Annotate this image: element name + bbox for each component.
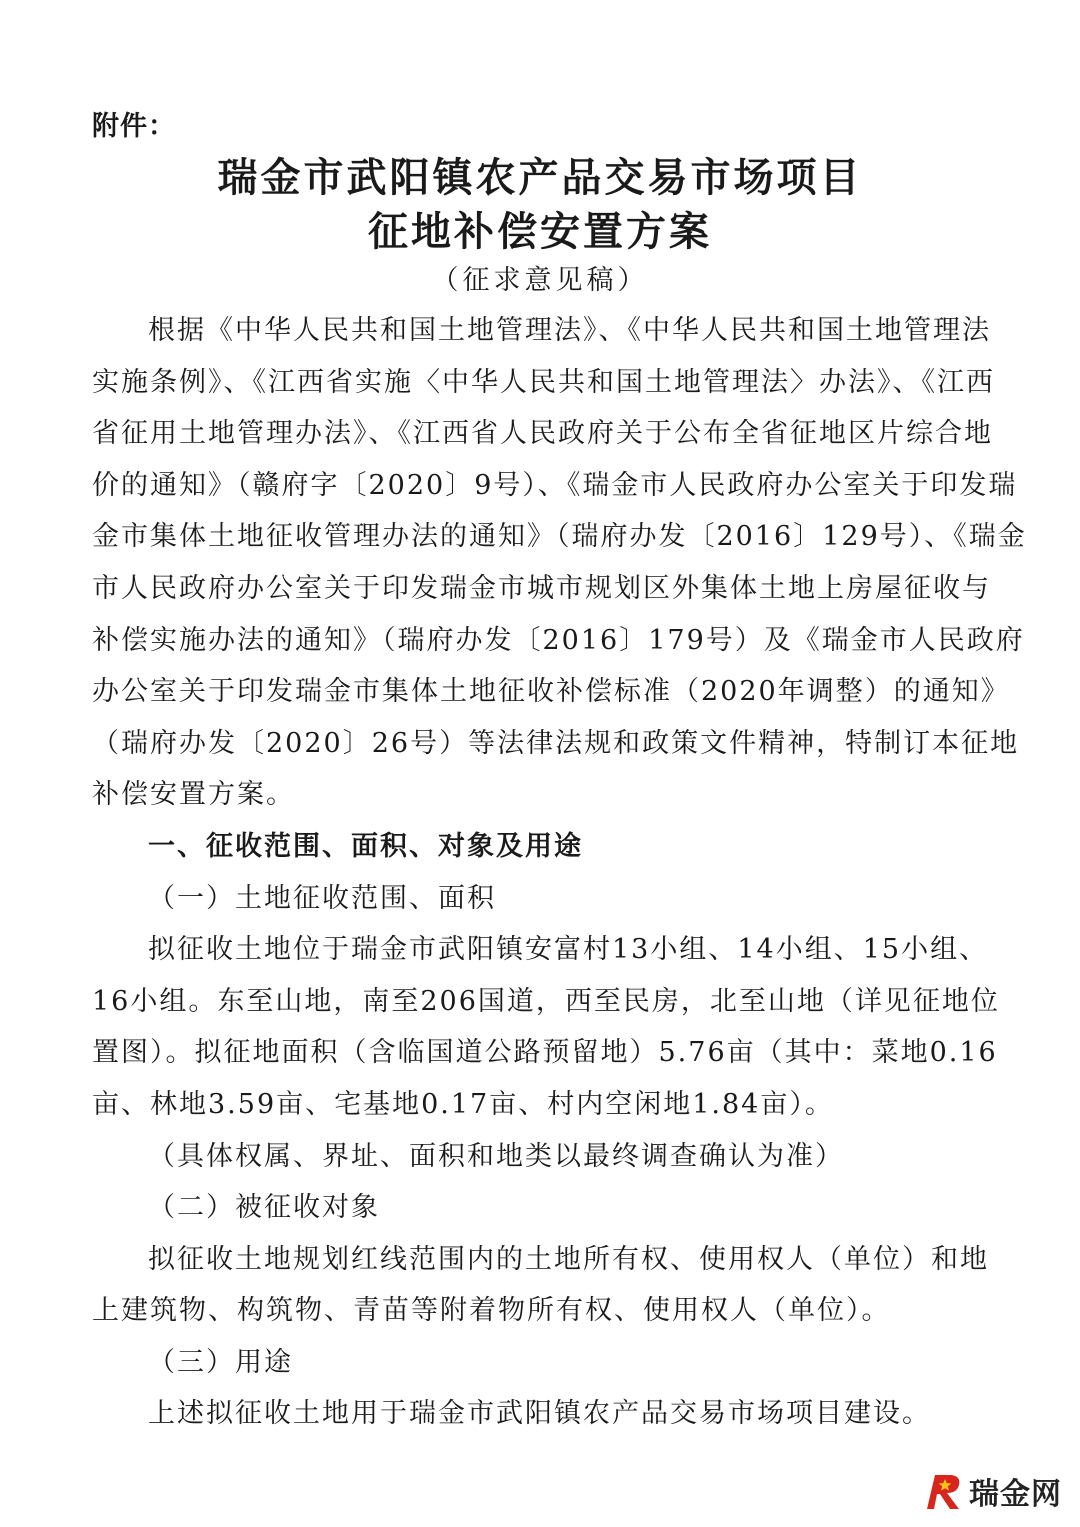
body-line: 省征用土地管理办法》、《江西省人民政府关于公布全省征地区片综合地 (92, 418, 993, 450)
body-line: 置图）。拟征地面积（含临国道公路预留地）5.76亩（其中：菜地0.16 (92, 1037, 998, 1069)
document-body (92, 305, 1027, 1440)
document-title-line-2: 征地补偿安置方案 (368, 209, 712, 255)
body-line: 办公室关于印发瑞金市集体土地征收补偿标准（2020年调整）的通知》 (92, 676, 1010, 708)
body-line: 亩、林地3.59亩、宅基地0.17亩、村内空闲地1.84亩）。 (92, 1088, 834, 1120)
watermark-text: 瑞金网 (969, 1477, 1062, 1512)
body-line: 市人民政府办公室关于印发瑞金市城市规划区外集体土地上房屋征收与 (92, 572, 991, 604)
body-line: （二）被征收对象 (148, 1192, 380, 1224)
attachment-label: 附件： (92, 111, 176, 142)
body-line: 补偿实施办法的通知》（瑞府办发〔2016〕179号）及《瑞金市人民政府 (92, 624, 1025, 656)
body-line: 上述拟征收土地用于瑞金市武阳镇农产品交易市场项目建设。 (148, 1398, 931, 1430)
body-line: 根据《中华人民共和国土地管理法》、《中华人民共和国土地管理法 (148, 315, 991, 346)
body-line: 金市集体土地征收管理办法的通知》（瑞府办发〔2016〕129号）、《瑞金 (92, 521, 1027, 553)
site-watermark (921, 1469, 1062, 1513)
body-line: （具体权属、界址、面积和地类以最终调查确认为准） (148, 1140, 844, 1172)
body-line: 拟征收土地位于瑞金市武阳镇安富村13小组、14小组、15小组、 (148, 934, 989, 966)
document-title-line-1: 瑞金市武阳镇农产品交易市场项目 (217, 155, 863, 201)
body-line: 价的通知》（赣府字〔2020〕9号）、《瑞金市人民政府办公室关于印发瑞 (92, 469, 1018, 501)
ruijin-logo-icon (921, 1471, 965, 1511)
document-subtitle: （征求意见稿） (431, 265, 649, 296)
body-line: 补偿安置方案。 (92, 779, 295, 811)
section-heading: 一、征收范围、面积、对象及用途 (148, 830, 583, 862)
body-line: 实施条例》、《江西省实施〈中华人民共和国土地管理法〉办法》、《江西 (92, 366, 995, 398)
body-line: （三）用途 (148, 1346, 293, 1378)
body-line: 16小组。东至山地，南至206国道，西至民房，北至山地（详见征地位 (92, 985, 1000, 1017)
body-line: （瑞府办发〔2020〕26号）等法律法规和政策文件精神，特制订本征地 (92, 727, 1020, 759)
body-line: 拟征收土地规划红线范围内的土地所有权、使用权人（单位）和地 (148, 1243, 989, 1275)
body-line: 上建筑物、构筑物、青苗等附着物所有权、使用权人（单位）。 (92, 1295, 891, 1327)
body-line: （一）土地征收范围、面积 (148, 882, 496, 914)
